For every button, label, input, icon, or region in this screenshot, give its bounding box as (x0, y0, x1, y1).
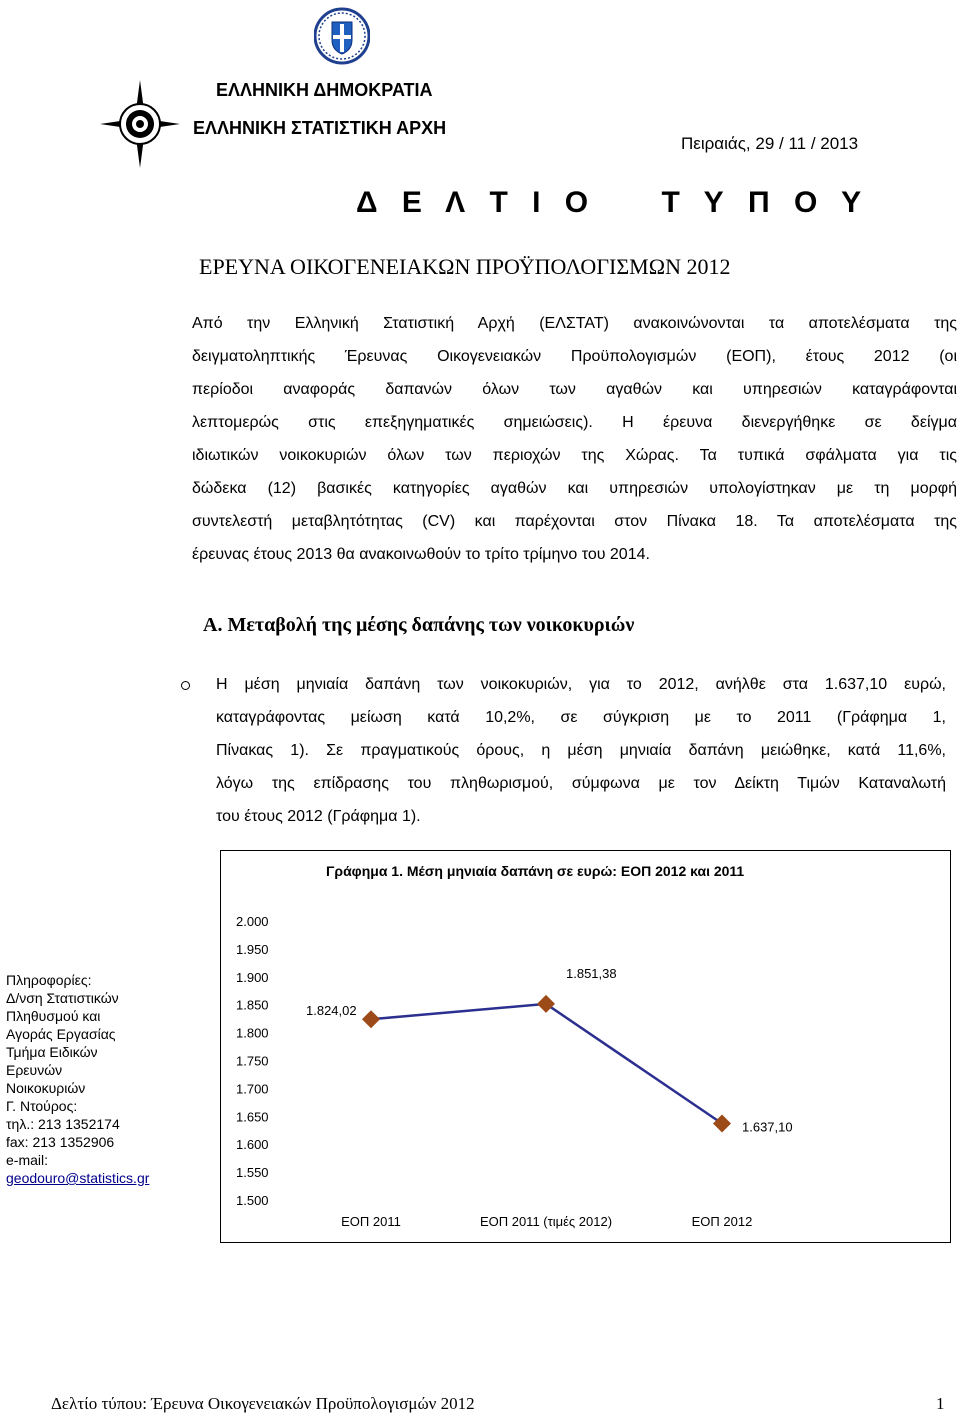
data-label: 1.851,38 (566, 965, 617, 981)
y-tick-label: 2.000 (236, 914, 269, 929)
intro-line: περίοδοι αναφοράς δαπανών όλων των αγαθών και υπηρεσιών καταγράφονται (192, 381, 957, 398)
contact-line: Δ/νση Στατιστικών (6, 990, 119, 1006)
bullet-line: του έτους 2012 (Γράφημα 1). (216, 808, 421, 825)
email-link[interactable]: geodouro@statistics.gr (6, 1170, 150, 1186)
contact-line: Τμήμα Ειδικών (6, 1044, 98, 1060)
contact-line: Πληροφορίες: (6, 972, 92, 988)
data-point-marker (362, 1010, 380, 1028)
y-tick-label: 1.550 (236, 1165, 269, 1181)
series-line (371, 1004, 722, 1124)
survey-title: ΕΡΕΥΝΑ ΟΙΚΟΓΕΝΕΙΑΚΩΝ ΠΡΟΫΠΟΛΟΓΙΣΜΩΝ 2012 (199, 254, 731, 279)
intro-line: δειγματοληπτικής Έρευνας Οικογενειακών Προϋπολογισμών (ΕΟΠ), έτους 2012 (οι (192, 348, 957, 365)
bullet-line: καταγράφοντας μείωση κατά 10,2%, σε σύγκριση με το 2011 (Γράφημα 1, (216, 709, 946, 726)
y-tick-label: 1.950 (236, 941, 269, 957)
contact-line: Γ. Ντούρος: (6, 1098, 78, 1114)
bullet-icon (181, 681, 190, 690)
y-tick-label: 1.600 (236, 1137, 269, 1153)
bullet-paragraph (216, 668, 946, 833)
intro-paragraph (192, 307, 957, 571)
y-tick-label: 1.750 (236, 1053, 269, 1069)
y-tick-label: 1.900 (236, 969, 269, 985)
contact-line: τηλ.: 213 1352174 (6, 1116, 120, 1132)
intro-line: ιδιωτικών νοικοκυριών όλων των περιοχών της Χώρας. Τα τυπικά σφάλματα για τις (192, 447, 957, 464)
section-a-title: Α. Μεταβολή της μέσης δαπάνης των νοικοκυριών (203, 614, 635, 636)
chart-title: Γράφημα 1. Μέση μηνιαία δαπάνη σε ευρώ: ΕΟΠ 2012 και 2011 (326, 863, 745, 879)
contact-line: Ερευνών (6, 1062, 63, 1078)
x-category-label: ΕΟΠ 2011 (τιμές 2012) (479, 1214, 613, 1229)
intro-line: λεπτομερώς στις επεξηγηματικές σημειώσεις). Η έρευνα διενεργήθηκε σε δείγμα (192, 414, 957, 431)
contact-line: e-mail: (6, 1152, 49, 1168)
data-point-marker (713, 1114, 731, 1132)
y-tick-label: 1.700 (236, 1081, 269, 1097)
contact-line: Νοικοκυριών (6, 1080, 86, 1096)
intro-line: Από την Ελληνική Στατιστική Αρχή (ΕΛΣΤΑΤ) ανακοινώνονται τα αποτελέσματα της (192, 315, 957, 332)
intro-line: δώδεκα (12) βασικές κατηγορίες αγαθών και υπηρεσιών υπολογίστηκαν με τη μορφή (192, 480, 957, 497)
page-number: 1 (936, 1394, 945, 1413)
contact-line: Πληθυσμού και (6, 1008, 101, 1024)
data-label: 1.824,02 (306, 1003, 357, 1019)
footer-text: Δελτίο τύπου: Έρευνα Οικογενειακών Προϋπολογισμών 2012 (51, 1394, 475, 1413)
y-tick-label: 1.650 (236, 1109, 269, 1125)
x-category-label: ΕΟΠ 2012 (691, 1214, 753, 1229)
release-date: Πειραιάς, 29 / 11 / 2013 (681, 134, 859, 153)
bullet-line: Η μέση μηνιαία δαπάνη των νοικοκυριών, για το 2012, ανήλθε στα 1.637,10 ευρώ, (216, 676, 946, 693)
bullet-line: λόγω της επίδρασης του πληθωρισμού, σύμφωνα με τον Δείκτη Τιμών Καταναλωτή (216, 775, 946, 792)
contact-line: fax: 213 1352906 (6, 1134, 115, 1150)
y-tick-label: 1.500 (236, 1193, 269, 1208)
intro-line: έρευνας έτους 2013 θα ανακοινωθούν το τρίτο τρίμηνο του 2014. (192, 546, 650, 563)
data-label: 1.637,10 (742, 1119, 793, 1135)
x-category-label: ΕΟΠ 2011 (341, 1214, 401, 1229)
data-point-marker (537, 995, 555, 1013)
contact-info (6, 971, 181, 1187)
intro-line: συντελεστή μεταβλητότητας (CV) και παρέχονται στον Πίνακα 18. Τα αποτελέσματα της (192, 513, 957, 530)
elstat-compass-logo-icon (100, 80, 180, 168)
line-chart (220, 900, 949, 1240)
bullet-line: Πίνακας 1). Σε πραγματικούς όρους, η μέση μηνιαία δαπάνη μειώθηκε, κατά 11,6%, (216, 742, 946, 759)
y-tick-label: 1.800 (236, 1025, 269, 1041)
contact-line: Αγοράς Εργασίας (6, 1026, 116, 1042)
org-line-2: ΕΛΛΗΝΙΚΗ ΣΤΑΤΙΣΤΙΚΗ ΑΡΧΗ (193, 118, 447, 138)
y-tick-label: 1.850 (236, 997, 269, 1013)
press-release-title: Δ Ε Λ Τ Ι Ο Τ Υ Π Ο Υ (356, 186, 870, 219)
org-line-1: ΕΛΛΗΝΙΚΗ ΔΗΜΟΚΡΑΤΙΑ (216, 80, 433, 100)
greek-emblem-icon (314, 4, 370, 68)
